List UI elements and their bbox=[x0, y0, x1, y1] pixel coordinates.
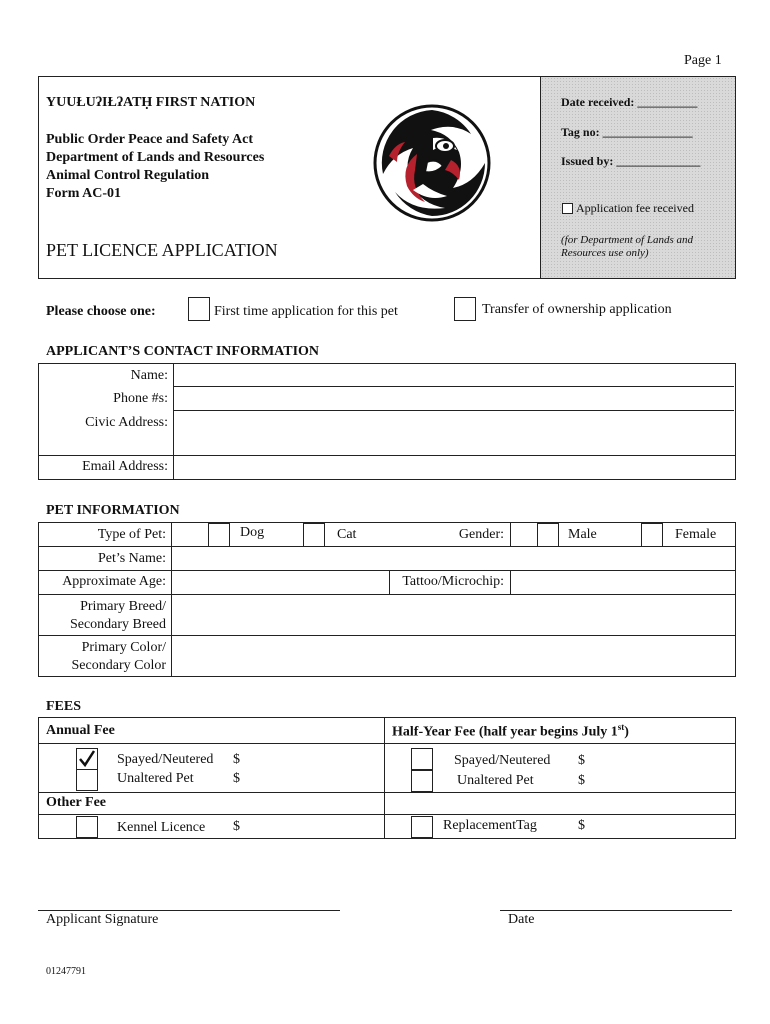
other-fee-heading: Other Fee bbox=[46, 795, 106, 810]
transfer-label: Transfer of ownership application bbox=[482, 302, 672, 317]
department-line: Department of Lands and Resources bbox=[46, 150, 265, 165]
age-field[interactable] bbox=[174, 572, 387, 593]
phone-label: Phone #s: bbox=[113, 391, 168, 406]
name-field[interactable] bbox=[176, 365, 732, 385]
kennel-dollar: $ bbox=[233, 819, 240, 834]
annual-spayed-checkbox[interactable] bbox=[76, 748, 98, 770]
replacement-tag-dollar: $ bbox=[578, 818, 585, 833]
half-spayed-label: Spayed/Neutered bbox=[454, 753, 551, 768]
half-year-sup: st bbox=[617, 722, 625, 732]
transfer-checkbox[interactable] bbox=[454, 297, 476, 321]
act-line: Public Order Peace and Safety Act bbox=[46, 132, 253, 147]
color-label-line: Primary Color/ bbox=[81, 640, 166, 655]
date-field[interactable] bbox=[500, 888, 732, 910]
act-block bbox=[46, 131, 264, 203]
annual-spayed-label: Spayed/Neutered bbox=[117, 752, 214, 767]
half-unaltered-checkbox[interactable] bbox=[411, 770, 433, 792]
female-checkbox[interactable] bbox=[641, 523, 663, 547]
kennel-checkbox[interactable] bbox=[76, 816, 98, 838]
pet-name-label: Pet’s Name: bbox=[97, 551, 166, 566]
contact-heading: APPLICANT’S CONTACT INFORMATION bbox=[46, 344, 320, 359]
page-label: Page 1 bbox=[684, 53, 722, 68]
female-label: Female bbox=[675, 527, 717, 542]
applicant-signature-field[interactable] bbox=[38, 888, 340, 910]
half-year-fee-heading bbox=[392, 722, 629, 741]
signature-line bbox=[38, 910, 340, 911]
half-unaltered-label: Unaltered Pet bbox=[457, 773, 534, 788]
pet-type-label: Type of Pet: bbox=[97, 527, 166, 542]
admin-use-note bbox=[561, 234, 693, 260]
annual-spayed-dollar: $ bbox=[233, 752, 240, 767]
date-line bbox=[500, 910, 732, 911]
nation-logo-icon bbox=[373, 104, 491, 222]
fee-received-label: Application fee received bbox=[576, 201, 694, 215]
annual-unaltered-checkbox[interactable] bbox=[76, 769, 98, 791]
half-year-close: ) bbox=[624, 724, 629, 740]
issued-by: Issued by: ______________ bbox=[561, 154, 701, 168]
pet-heading: PET INFORMATION bbox=[46, 503, 180, 518]
choose-label: Please choose one: bbox=[46, 304, 156, 319]
half-unaltered-dollar: $ bbox=[578, 773, 585, 788]
annual-unaltered-label: Unaltered Pet bbox=[117, 771, 194, 786]
gender-label: Gender: bbox=[458, 527, 504, 542]
email-label: Email Address: bbox=[82, 459, 168, 474]
breed-label bbox=[40, 598, 166, 634]
applicant-signature-label: Applicant Signature bbox=[46, 912, 159, 927]
cat-label: Cat bbox=[337, 527, 357, 542]
half-spayed-dollar: $ bbox=[578, 753, 585, 768]
name-label: Name: bbox=[130, 368, 168, 383]
half-year-text: Half-Year Fee (half year begins July 1 bbox=[392, 724, 618, 740]
age-label: Approximate Age: bbox=[62, 574, 166, 589]
color-field[interactable] bbox=[174, 637, 732, 674]
phone-field[interactable] bbox=[176, 388, 732, 409]
checkmark-icon bbox=[77, 749, 97, 769]
form-code: Form AC-01 bbox=[46, 186, 122, 201]
dog-checkbox[interactable] bbox=[208, 523, 230, 547]
kennel-label: Kennel Licence bbox=[117, 820, 206, 835]
replacement-tag-label: ReplacementTag bbox=[443, 818, 537, 833]
cat-checkbox[interactable] bbox=[303, 523, 325, 547]
tattoo-label: Tattoo/Microchip: bbox=[402, 574, 504, 589]
color-label-line: Secondary Color bbox=[71, 658, 166, 673]
dog-label: Dog bbox=[240, 525, 265, 540]
nation-name: YUUŁUʔIŁʔATḤ FIRST NATION bbox=[46, 95, 256, 110]
first-time-checkbox[interactable] bbox=[188, 297, 210, 321]
fee-received-checkbox[interactable] bbox=[562, 203, 573, 214]
regulation-line: Animal Control Regulation bbox=[46, 168, 210, 183]
admin-note-line: Resources use only) bbox=[561, 247, 649, 259]
breed-label-line: Primary Breed/ bbox=[80, 599, 166, 614]
half-spayed-checkbox[interactable] bbox=[411, 748, 433, 770]
tattoo-field[interactable] bbox=[513, 572, 732, 593]
breed-label-line: Secondary Breed bbox=[69, 617, 166, 632]
annual-unaltered-dollar: $ bbox=[233, 771, 240, 786]
pet-name-field[interactable] bbox=[174, 548, 732, 569]
fees-heading: FEES bbox=[46, 699, 82, 714]
breed-field[interactable] bbox=[174, 596, 732, 634]
email-field[interactable] bbox=[176, 457, 732, 477]
male-label: Male bbox=[568, 527, 597, 542]
form-number: 01247791 bbox=[46, 966, 86, 977]
civic-address-label: Civic Address: bbox=[85, 415, 168, 430]
date-label: Date bbox=[508, 912, 535, 927]
admin-note-line: (for Department of Lands and bbox=[561, 234, 693, 246]
male-checkbox[interactable] bbox=[537, 523, 559, 547]
form-title: PET LICENCE APPLICATION bbox=[46, 240, 278, 260]
civic-address-field[interactable] bbox=[176, 412, 732, 454]
first-time-label: First time application for this pet bbox=[214, 304, 398, 319]
color-label bbox=[40, 639, 166, 675]
tag-number: Tag no: _______________ bbox=[561, 125, 693, 139]
date-received: Date received: __________ bbox=[561, 95, 698, 109]
annual-fee-heading: Annual Fee bbox=[46, 723, 115, 738]
replacement-tag-checkbox[interactable] bbox=[411, 816, 433, 838]
